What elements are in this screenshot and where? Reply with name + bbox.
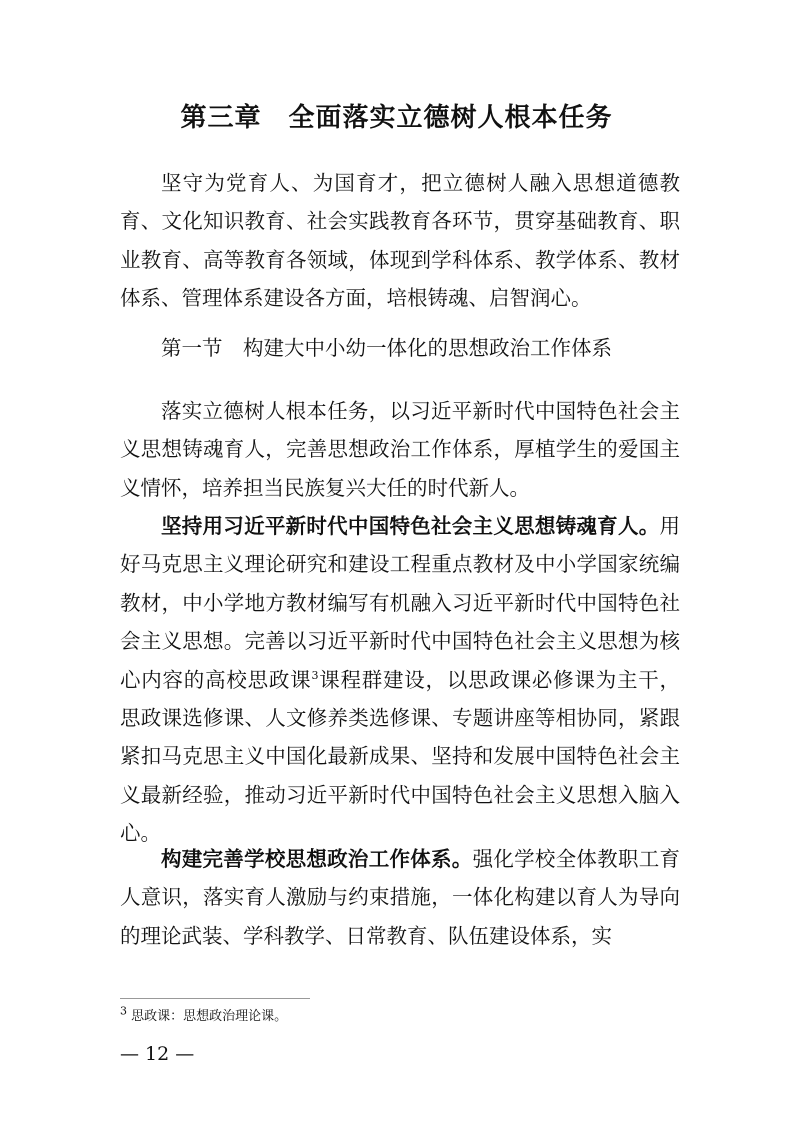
section-intro-paragraph: 落实立德树人根本任务，以习近平新时代中国特色社会主义思想铸魂育人，完善思想政治工作体系，厚植学生的爱国主义情怀，培养担当民族复兴大任的时代新人。 (120, 399, 680, 500)
page-number: — 12 — (120, 1043, 195, 1065)
school-system-paragraph (120, 840, 680, 955)
footnote-text: 思政课：思想政治理论课。 (127, 1009, 288, 1024)
footnote (120, 1004, 288, 1026)
intro-paragraph: 坚守为党育人、为国育才，把立德树人融入思想道德教育、文化知识教育、社会实践教育各环节，贯穿基础教育、职业教育、高等教育各领域，体现到学科体系、教学体系、教材体系、管理体系建设各方面，培根铸魂、启智润心。 (120, 171, 680, 311)
ideology-paragraph (120, 507, 680, 853)
school-system-lead-sentence: 构建完善学校思想政治工作体系。 (161, 847, 473, 871)
chapter-title: 第三章 全面落实立德树人根本任务 (180, 103, 613, 133)
ideology-text-part1: 用好马克思主义理论研究和建设工程重点教材及中小学国家统编教材，中小学地方教材编写有机融入习近平新时代中国特色社会主义思想。完善以习近平新时代中国特色社会主义思想为核心内容的高校思政课 (120, 514, 680, 692)
footnote-marker: 3 (120, 1004, 127, 1018)
school-system-text: 强化学校全体教职工育人意识，落实育人激励与约束措施，一体化构建以育人为导向的理论武装、学科教学、日常教育、队伍建设体系，实 (120, 847, 680, 948)
footnote-reference: 3 (311, 668, 319, 682)
ideology-lead-sentence: 坚持用习近平新时代中国特色社会主义思想铸魂育人。 (161, 514, 660, 538)
footnote-divider (120, 998, 310, 999)
ideology-text-part2: 课程群建设，以思政课必修课为主干，思政课选修课、人文修养类选修课、专题讲座等相协同，紧跟紧扣马克思主义中国化最新成果、坚持和发展中国特色社会主义最新经验，推动习近平新时代中国特色社会主义思想入脑入心。 (120, 667, 681, 846)
section-title: 第一节 构建大中小幼一体化的思想政治工作体系 (161, 336, 612, 360)
